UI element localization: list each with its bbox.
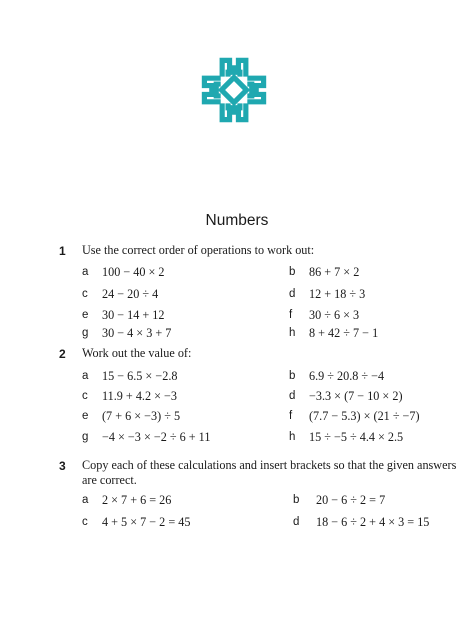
question-3-prompt: Copy each of these calculations and insert brackets so that the given answers are correct. [82,458,457,487]
q1-part-c-expression: 24 − 20 ÷ 4 [102,287,159,301]
q1-part-d-label: d [289,288,296,300]
q1-part-g-label: g [82,327,89,339]
q1-part-c-label: c [82,288,88,300]
q2-part-e-expression: (7 + 6 × −3) ÷ 5 [102,409,181,423]
q2-part-h-expression: 15 ÷ −5 ÷ 4.4 × 2.5 [309,430,404,444]
q2-part-e-label: e [82,410,89,422]
q2-part-g-label: g [82,431,89,443]
q3-part-c-label: c [82,516,88,528]
q1-part-b-expression: 86 + 7 × 2 [309,265,360,279]
interlocking-knot-logo-icon [197,53,271,127]
q2-part-d-label: d [289,390,296,402]
q2-part-h-label: h [289,431,296,443]
q1-part-f-expression: 30 ÷ 6 × 3 [309,308,360,322]
q2-part-b-expression: 6.9 ÷ 20.8 ÷ −4 [309,369,385,383]
q2-part-a-expression: 15 − 6.5 × −2.8 [102,369,178,383]
question-3-number: 3 [59,459,66,473]
q3-part-a-label: a [82,494,89,506]
question-2-number: 2 [59,347,66,361]
q2-part-c-expression: 11.9 + 4.2 × −3 [102,389,178,403]
q1-part-g-expression: 30 − 4 × 3 + 7 [102,326,172,340]
q1-part-e-label: e [82,309,89,321]
q2-part-g-expression: −4 × −3 × −2 ÷ 6 + 11 [102,430,211,444]
q2-part-c-label: c [82,390,88,402]
q2-part-f-label: f [289,410,293,422]
q2-part-b-label: b [289,370,296,382]
q1-part-a-label: a [82,266,89,278]
q1-part-b-label: b [289,266,296,278]
q3-part-d-expression: 18 − 6 ÷ 2 + 4 × 3 = 15 [316,515,430,529]
q1-part-e-expression: 30 − 14 + 12 [102,308,165,322]
q3-part-b-expression: 20 − 6 ÷ 2 = 7 [316,493,386,507]
q1-part-d-expression: 12 + 18 ÷ 3 [309,287,366,301]
question-1-prompt: Use the correct order of operations to work out: [82,243,315,257]
question-2-prompt: Work out the value of: [82,346,192,360]
q2-part-f-expression: (7.7 − 5.3) × (21 ÷ −7) [309,409,420,423]
q1-part-a-expression: 100 − 40 × 2 [102,265,165,279]
q3-part-b-label: b [293,494,300,506]
q3-part-a-expression: 2 × 7 + 6 = 26 [102,493,172,507]
q3-part-c-expression: 4 + 5 × 7 − 2 = 45 [102,515,191,529]
q1-part-h-expression: 8 + 42 ÷ 7 − 1 [309,326,379,340]
question-1-number: 1 [59,244,66,258]
q2-part-a-label: a [82,370,89,382]
q1-part-f-label: f [289,309,293,321]
q3-part-d-label: d [293,516,300,528]
q1-part-h-label: h [289,327,296,339]
q2-part-d-expression: −3.3 × (7 − 10 × 2) [309,389,403,403]
page-title: Numbers [205,212,269,229]
